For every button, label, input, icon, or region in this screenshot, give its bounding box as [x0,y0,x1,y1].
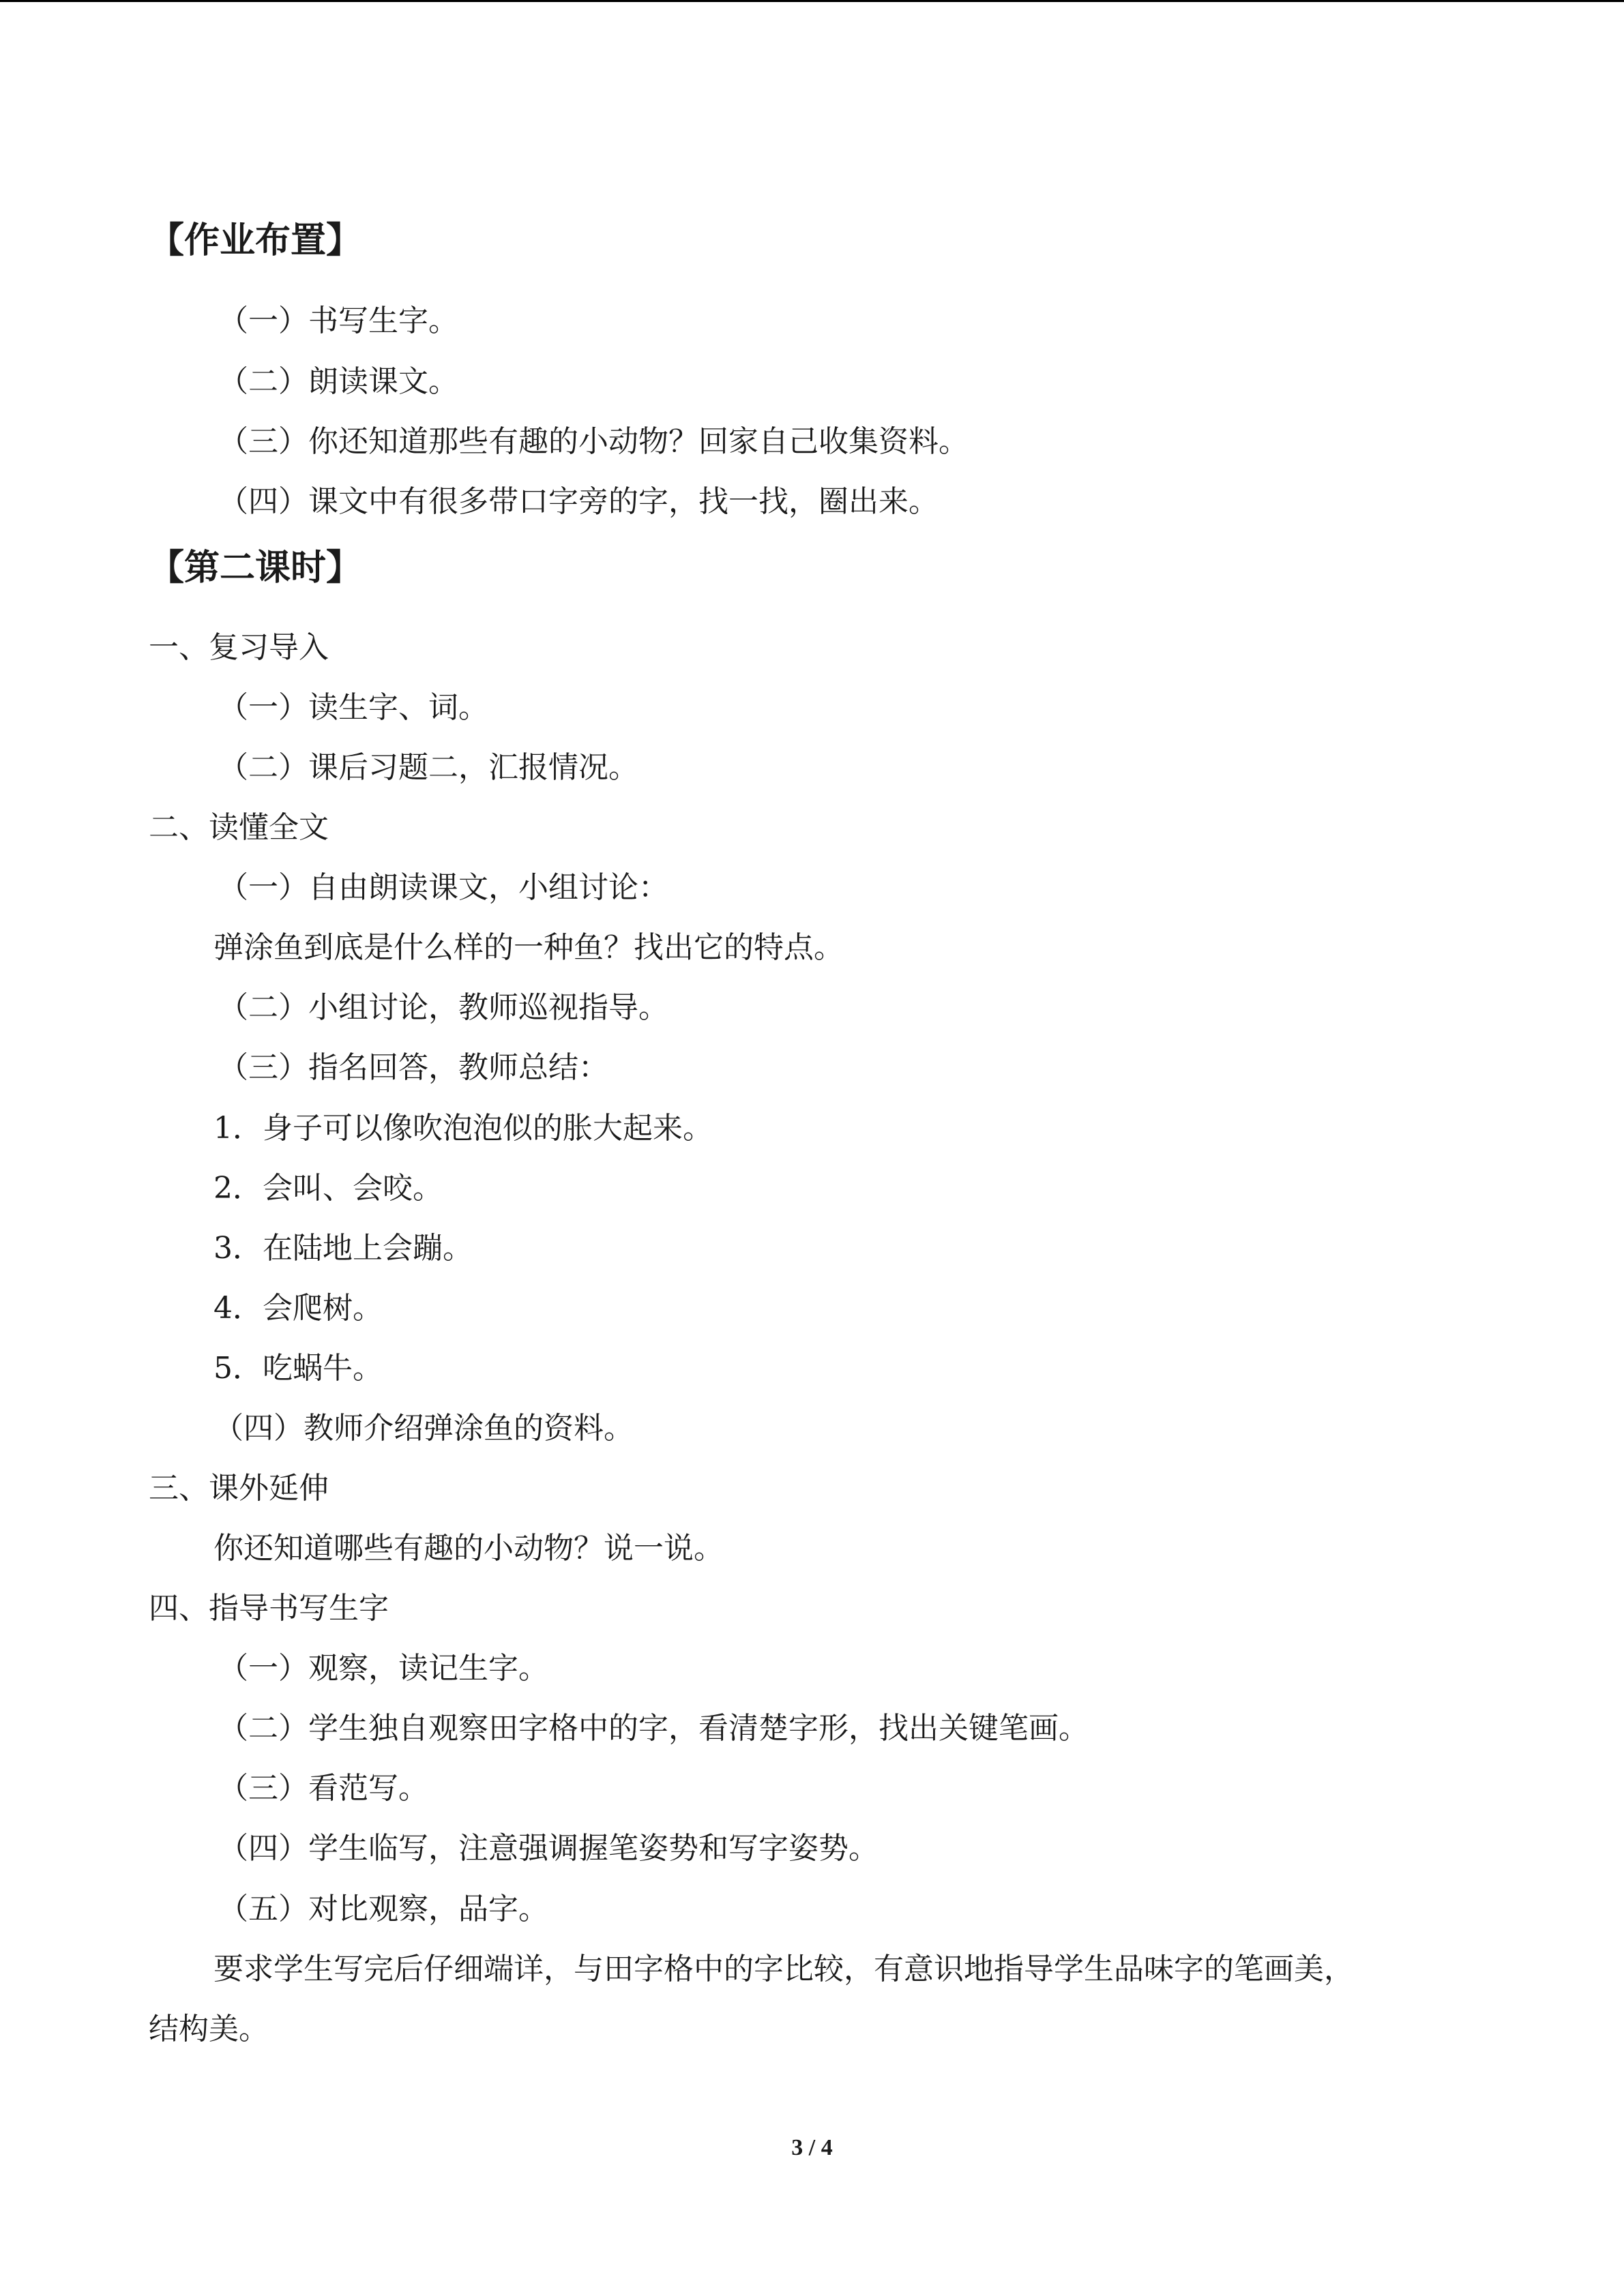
section-4-item-e: （五）对比观察，品字。 [218,1892,548,1926]
section-4-paragraph-line-1: 要求学生写完后仔细端详，与田字格中的字比较，有意识地指导学生品味字的笔画美， [213,1952,1354,1986]
section-3-item-a: 你还知道哪些有趣的小动物？说一说。 [213,1531,724,1566]
section-2-point-1: 1．身子可以像吹泡泡似的胀大起来。 [213,1111,713,1146]
section-4-title: 四、指导书写生字 [149,1591,389,1626]
section-2-title: 二、读懂全文 [149,810,329,845]
page-number: 3 / 4 [791,2135,833,2160]
page-top-border [0,0,1624,2]
section-2-point-2: 2．会叫、会咬。 [213,1171,443,1206]
section-4-paragraph-line-2: 结构美。 [149,2012,269,2046]
section-2-item-d: （四）教师介绍弹涂鱼的资料。 [213,1411,634,1446]
section-2-item-b: （二）小组讨论，教师巡视指导。 [218,990,668,1025]
homework-item-1: （一）书写生字。 [218,303,458,338]
homework-heading: 【作业布置】 [149,220,362,261]
homework-item-4: （四）课文中有很多带口字旁的字，找一找，圈出来。 [218,484,939,519]
section-4-item-a: （一）观察，读记生字。 [218,1651,548,1686]
section-3-title: 三、课外延伸 [149,1471,329,1506]
section-2-question: 弹涂鱼到底是什么样的一种鱼？找出它的特点。 [213,930,844,965]
section-2-point-5: 5．吃蜗牛。 [213,1351,383,1386]
section-2-item-a: （一）自由朗读课文，小组讨论： [218,870,668,905]
section-2-item-c: （三）指名回答，教师总结： [218,1050,608,1085]
section-1-title: 一、复习导入 [149,630,329,665]
section-1-item-a: （一）读生字、词。 [218,690,488,725]
homework-item-2: （二）朗读课文。 [218,364,458,399]
section-4-item-c: （三）看范写。 [218,1771,428,1806]
section-2-point-3: 3．在陆地上会蹦。 [213,1231,473,1266]
homework-item-3: （三）你还知道那些有趣的小动物？回家自己收集资料。 [218,424,969,459]
section-4-item-b: （二）学生独自观察田字格中的字，看清楚字形，找出关键笔画。 [218,1711,1089,1746]
section-4-item-d: （四）学生临写，注意强调握笔姿势和写字姿势。 [218,1831,879,1866]
section-2-point-4: 4．会爬树。 [213,1291,383,1326]
section-1-item-b: （二）课后习题二，汇报情况。 [218,750,638,785]
second-lesson-heading: 【第二课时】 [149,547,362,588]
